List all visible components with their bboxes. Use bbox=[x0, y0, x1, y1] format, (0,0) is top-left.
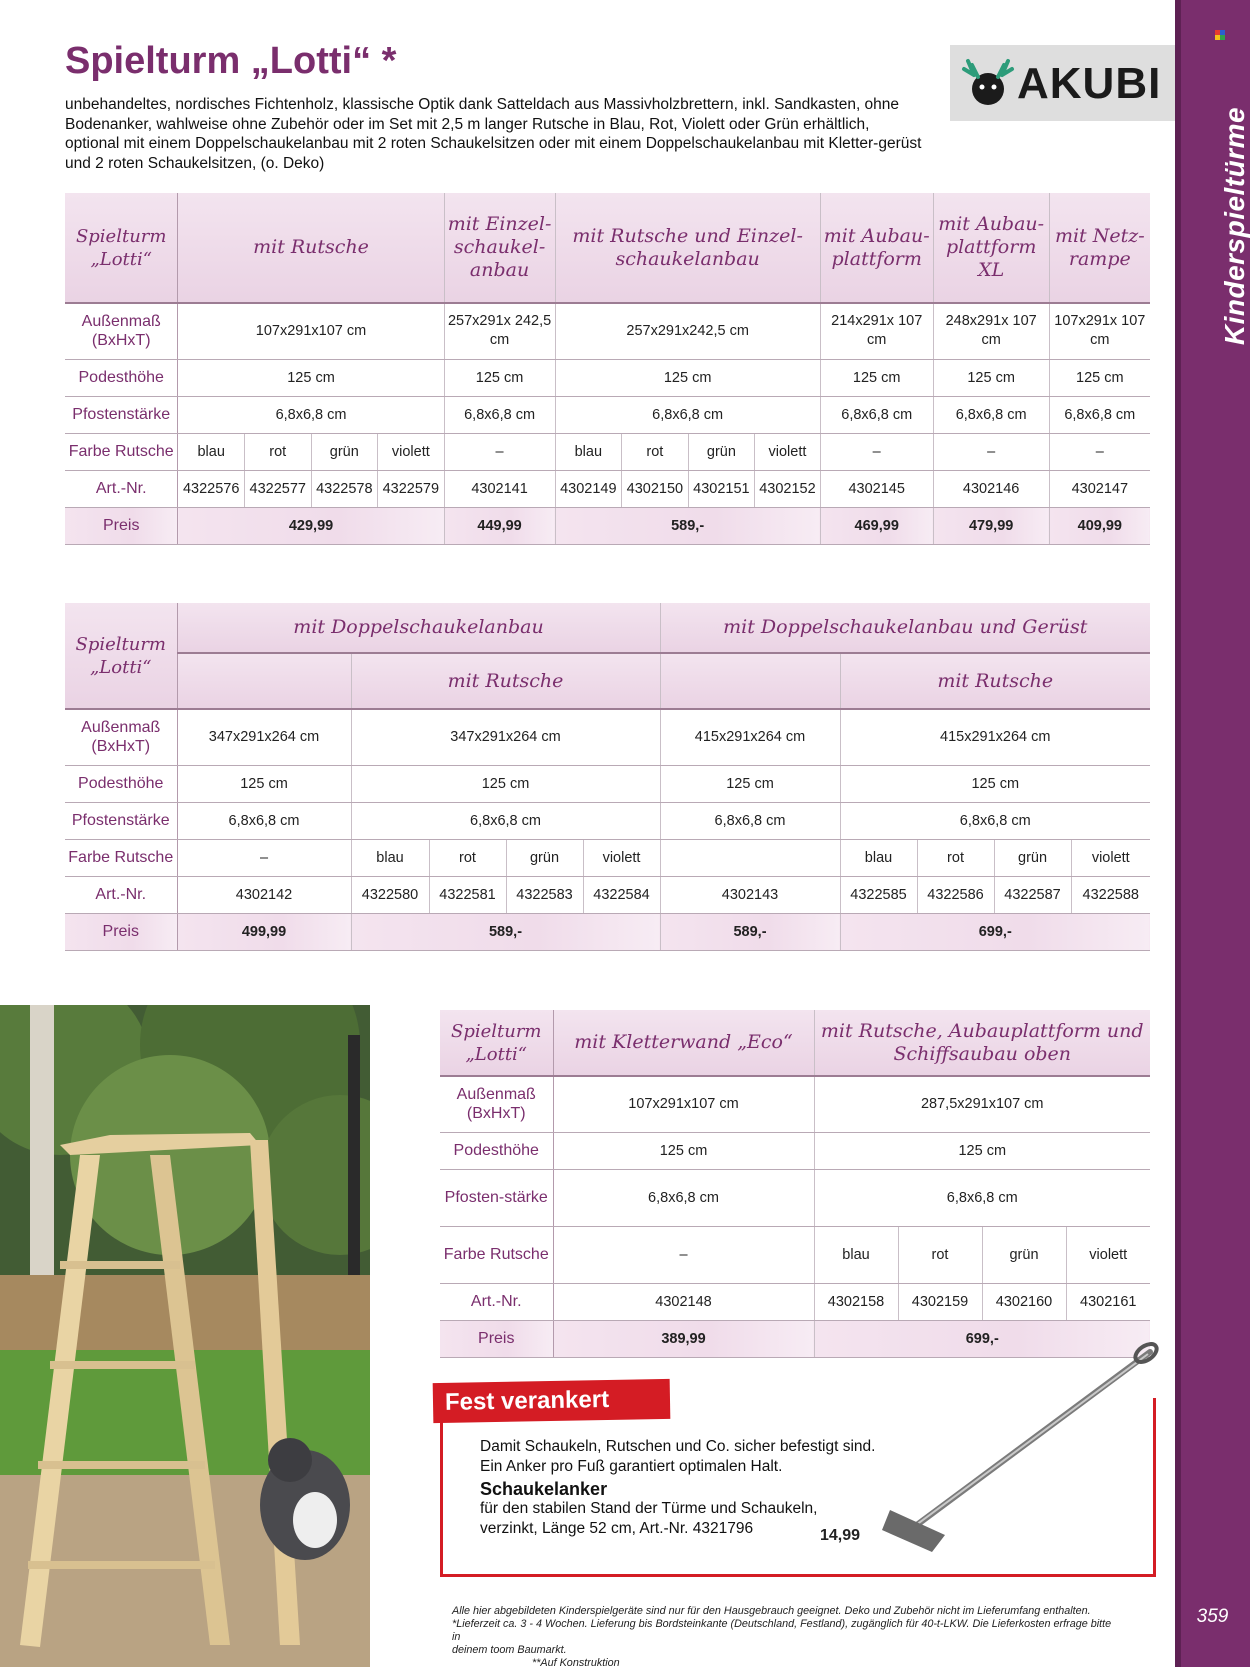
cell: 257x291x 242,5 cm bbox=[444, 303, 555, 359]
cell: 4322583 bbox=[506, 876, 583, 913]
cell: 125 cm bbox=[820, 359, 933, 396]
col-head bbox=[660, 653, 840, 709]
row-label: Preis bbox=[65, 913, 177, 950]
table-row bbox=[65, 876, 1150, 913]
cell: – bbox=[933, 433, 1049, 470]
box-line: Damit Schaukeln, Rutschen und Co. sicher befestigt sind. bbox=[480, 1438, 876, 1455]
product-intro: unbehandeltes, nordisches Fichtenholz, klassische Optik dank Satteldach aus Massivholzbrettern, inkl. Sandkasten, ohne Bodenanker, wahlweise ohne Zubehör oder im Set mit 2,5 m langer Rutsche in Blau, Rot, Violett oder Grün erhältlich, optional mit einem Doppelschaukelanbau mit 2 roten Schaukelsitzen oder mit einem Doppelschaukelanbau mit Kletter-gerüst und 2 roten Schaukelsitzen, (o. Deko) bbox=[65, 96, 922, 172]
cell: 4322586 bbox=[917, 876, 994, 913]
col-head: mit Aubau-plattform XL bbox=[933, 193, 1049, 303]
col-head: mit Aubau-plattform bbox=[820, 193, 933, 303]
footer-notes bbox=[452, 1605, 1122, 1670]
price-row bbox=[65, 913, 1150, 950]
row-label: Pfosten-stärke bbox=[440, 1169, 553, 1226]
cell: 6,8x6,8 cm bbox=[840, 802, 1150, 839]
cell: 4302158 bbox=[814, 1283, 898, 1320]
cell: 6,8x6,8 cm bbox=[177, 802, 351, 839]
cell: 6,8x6,8 cm bbox=[933, 396, 1049, 433]
table-row bbox=[65, 359, 1150, 396]
cell: 125 cm bbox=[177, 765, 351, 802]
side-bar-edge bbox=[1175, 0, 1181, 1667]
brand-logo bbox=[950, 45, 1175, 121]
cell: grün bbox=[688, 433, 755, 470]
cell bbox=[660, 839, 840, 876]
table-row bbox=[440, 1169, 1150, 1226]
cell: 4302146 bbox=[933, 470, 1049, 507]
cell: 125 cm bbox=[1049, 359, 1150, 396]
table-row bbox=[440, 1283, 1150, 1320]
cell: 4302160 bbox=[982, 1283, 1066, 1320]
cell: 6,8x6,8 cm bbox=[553, 1169, 814, 1226]
spec-table-3 bbox=[440, 1010, 1150, 1358]
cell: 4302148 bbox=[553, 1283, 814, 1320]
price-cell: 589,- bbox=[555, 507, 820, 544]
cell: rot bbox=[917, 839, 994, 876]
cell: 125 cm bbox=[444, 359, 555, 396]
row-label: Spielturm „Lotti“ bbox=[440, 1010, 553, 1076]
row-label: Außenmaß (BxHxT) bbox=[65, 709, 177, 765]
side-category-label: Kinderspieltürme bbox=[1219, 106, 1250, 346]
cell: – bbox=[553, 1226, 814, 1283]
cell: blau bbox=[840, 839, 917, 876]
cell: 4302150 bbox=[622, 470, 689, 507]
col-head: mit Rutsche, Aubauplattform und Schiffsaubau oben bbox=[814, 1010, 1150, 1076]
cell: 6,8x6,8 cm bbox=[351, 802, 660, 839]
cell: 6,8x6,8 cm bbox=[178, 396, 444, 433]
table-row bbox=[440, 1226, 1150, 1283]
cell: 4322578 bbox=[311, 470, 378, 507]
price-cell: 589,- bbox=[351, 913, 660, 950]
anchor-price: 14,99 bbox=[820, 1527, 861, 1544]
cell: blau bbox=[814, 1226, 898, 1283]
price-cell: 699,- bbox=[840, 913, 1150, 950]
cell: 6,8x6,8 cm bbox=[660, 802, 840, 839]
row-label: Pfostenstärke bbox=[65, 396, 178, 433]
anchor-heading: Schaukelanker bbox=[480, 1479, 608, 1499]
row-label: Podesthöhe bbox=[65, 359, 178, 396]
cell: 4302147 bbox=[1049, 470, 1150, 507]
cell: – bbox=[820, 433, 933, 470]
cell: blau bbox=[351, 839, 429, 876]
col-head: mit Rutsche und Einzel-schaukelanbau bbox=[555, 193, 820, 303]
cell: – bbox=[177, 839, 351, 876]
cell: 4302161 bbox=[1066, 1283, 1150, 1320]
table-header-row bbox=[65, 193, 1150, 303]
cell: 125 cm bbox=[933, 359, 1049, 396]
anchor-description bbox=[480, 1437, 900, 1539]
table-row bbox=[440, 1132, 1150, 1169]
price-cell: 389,99 bbox=[553, 1320, 814, 1357]
box-line: für den stabilen Stand der Türme und Schaukeln, bbox=[480, 1500, 818, 1517]
spec-table-1 bbox=[65, 193, 1150, 545]
price-cell: 469,99 bbox=[820, 507, 933, 544]
table-row bbox=[65, 396, 1150, 433]
cell: rot bbox=[244, 433, 311, 470]
col-head: mit Rutsche bbox=[178, 193, 444, 303]
footer-line: Alle hier abgebildeten Kinderspielgeräte sind nur für den Hausgebrauch geeignet. Deko und Zubehör nicht im Lieferumfang enthalten. bbox=[452, 1605, 1091, 1617]
cell: 4322585 bbox=[840, 876, 917, 913]
row-label: Art.-Nr. bbox=[65, 470, 178, 507]
col-head: mit Doppelschaukelanbau und Gerüst bbox=[660, 603, 1150, 653]
price-row bbox=[65, 507, 1150, 544]
cell: violett bbox=[755, 433, 821, 470]
cell: violett bbox=[378, 433, 445, 470]
table-row bbox=[65, 802, 1150, 839]
cell: 287,5x291x107 cm bbox=[814, 1076, 1150, 1132]
row-label: Außenmaß (BxHxT) bbox=[440, 1076, 553, 1132]
cell: 107x291x 107 cm bbox=[1049, 303, 1150, 359]
cell: grün bbox=[506, 839, 583, 876]
cell: 125 cm bbox=[178, 359, 444, 396]
cell: grün bbox=[994, 839, 1071, 876]
row-label: Podesthöhe bbox=[65, 765, 177, 802]
cell: 6,8x6,8 cm bbox=[1049, 396, 1150, 433]
cell: 107x291x107 cm bbox=[178, 303, 444, 359]
col-subhead: mit Rutsche bbox=[351, 653, 660, 709]
price-cell: 449,99 bbox=[444, 507, 555, 544]
cell: – bbox=[1049, 433, 1150, 470]
col-head: mit Einzel-schaukel-anbau bbox=[444, 193, 555, 303]
cell: violett bbox=[583, 839, 660, 876]
cell: – bbox=[444, 433, 555, 470]
cell: 257x291x242,5 cm bbox=[555, 303, 820, 359]
price-cell: 429,99 bbox=[178, 507, 444, 544]
side-category-bar bbox=[1175, 0, 1250, 1667]
table-header-row bbox=[440, 1010, 1150, 1076]
cell: 6,8x6,8 cm bbox=[814, 1169, 1150, 1226]
cell: grün bbox=[982, 1226, 1066, 1283]
col-head: mit Doppelschaukelanbau bbox=[177, 603, 660, 653]
col-head bbox=[177, 653, 351, 709]
cell: 4302159 bbox=[898, 1283, 982, 1320]
row-label: Farbe Rutsche bbox=[65, 433, 178, 470]
page-number: 359 bbox=[1196, 1606, 1229, 1627]
table-row bbox=[65, 303, 1150, 359]
cell: 347x291x264 cm bbox=[351, 709, 660, 765]
cell: 4322576 bbox=[178, 470, 245, 507]
row-label: Spielturm „Lotti“ bbox=[65, 193, 178, 303]
cell: 4302149 bbox=[555, 470, 622, 507]
cell: violett bbox=[1066, 1226, 1150, 1283]
row-label: Podesthöhe bbox=[440, 1132, 553, 1169]
cell: rot bbox=[622, 433, 689, 470]
price-cell: 479,99 bbox=[933, 507, 1049, 544]
table-row bbox=[65, 470, 1150, 507]
cell: 4322584 bbox=[583, 876, 660, 913]
box-line: Ein Anker pro Fuß garantiert optimalen Halt. bbox=[480, 1458, 783, 1475]
table-row bbox=[65, 839, 1150, 876]
row-label: Pfostenstärke bbox=[65, 802, 177, 839]
cell: violett bbox=[1071, 839, 1150, 876]
cell: rot bbox=[429, 839, 506, 876]
ground-anchor-icon bbox=[870, 1340, 1160, 1570]
table-subheader-row bbox=[65, 653, 1150, 709]
cell: 107x291x107 cm bbox=[553, 1076, 814, 1132]
spec-table-2 bbox=[65, 603, 1150, 951]
row-label: Art.-Nr. bbox=[440, 1283, 553, 1320]
cell: 4322580 bbox=[351, 876, 429, 913]
cell: 4322577 bbox=[244, 470, 311, 507]
cell: 4322587 bbox=[994, 876, 1071, 913]
price-cell: 699,- bbox=[814, 1320, 1150, 1357]
cell: 4302142 bbox=[177, 876, 351, 913]
cell: grün bbox=[311, 433, 378, 470]
price-cell: 409,99 bbox=[1049, 507, 1150, 544]
row-label: Außenmaß (BxHxT) bbox=[65, 303, 178, 359]
row-label: Art.-Nr. bbox=[65, 876, 177, 913]
row-label: Farbe Rutsche bbox=[440, 1226, 553, 1283]
footer-line: deinem toom Baumarkt. bbox=[452, 1644, 567, 1656]
cell: 4302141 bbox=[444, 470, 555, 507]
row-label: Spielturm „Lotti“ bbox=[65, 603, 177, 709]
cell: 4302151 bbox=[688, 470, 755, 507]
promo-badge: Fest verankert bbox=[433, 1379, 671, 1423]
cell: 4302152 bbox=[755, 470, 821, 507]
page-title: Spielturm „Lotti“ * bbox=[65, 40, 397, 82]
price-cell: 499,99 bbox=[177, 913, 351, 950]
row-label: Preis bbox=[65, 507, 178, 544]
cell: 125 cm bbox=[555, 359, 820, 396]
cell: blau bbox=[555, 433, 622, 470]
cell: 6,8x6,8 cm bbox=[444, 396, 555, 433]
cell: 6,8x6,8 cm bbox=[820, 396, 933, 433]
cell: 125 cm bbox=[553, 1132, 814, 1169]
brand-name: AKUBI bbox=[1017, 59, 1162, 108]
table-header-row bbox=[65, 603, 1150, 653]
footer-line: **Auf Konstruktion bbox=[532, 1657, 620, 1669]
cell: rot bbox=[898, 1226, 982, 1283]
table-row bbox=[65, 709, 1150, 765]
cell: 4302143 bbox=[660, 876, 840, 913]
cell: 4322579 bbox=[378, 470, 445, 507]
row-label: Preis bbox=[440, 1320, 553, 1357]
cell: 214x291x 107 cm bbox=[820, 303, 933, 359]
footer-line: *Lieferzeit ca. 3 - 4 Wochen. Lieferung bis Bordsteinkante (Deutschland, Festland), zugänglich für 40-t-LKW. Die Lieferkosten erfrage bitte in bbox=[452, 1618, 1112, 1643]
color-marks bbox=[1215, 30, 1229, 40]
cell: 347x291x264 cm bbox=[177, 709, 351, 765]
cell: 415x291x264 cm bbox=[660, 709, 840, 765]
col-subhead: mit Rutsche bbox=[840, 653, 1150, 709]
product-photo bbox=[0, 1005, 370, 1667]
cell: 125 cm bbox=[840, 765, 1150, 802]
cell: 248x291x 107 cm bbox=[933, 303, 1049, 359]
cell: 415x291x264 cm bbox=[840, 709, 1150, 765]
cell: 4322588 bbox=[1071, 876, 1150, 913]
table-row bbox=[440, 1076, 1150, 1132]
cell: 125 cm bbox=[660, 765, 840, 802]
cell: 125 cm bbox=[814, 1132, 1150, 1169]
cell: 125 cm bbox=[351, 765, 660, 802]
cell: blau bbox=[178, 433, 245, 470]
cell: 6,8x6,8 cm bbox=[555, 396, 820, 433]
deer-icon bbox=[960, 55, 1016, 111]
cell: 4322581 bbox=[429, 876, 506, 913]
table-row bbox=[65, 433, 1150, 470]
col-head: mit Kletterwand „Eco“ bbox=[553, 1010, 814, 1076]
col-head: mit Netz-rampe bbox=[1049, 193, 1150, 303]
box-line: verzinkt, Länge 52 cm, Art.-Nr. 4321796 bbox=[480, 1520, 754, 1537]
price-cell: 589,- bbox=[660, 913, 840, 950]
table-row bbox=[65, 765, 1150, 802]
row-label: Farbe Rutsche bbox=[65, 839, 177, 876]
cell: 4302145 bbox=[820, 470, 933, 507]
